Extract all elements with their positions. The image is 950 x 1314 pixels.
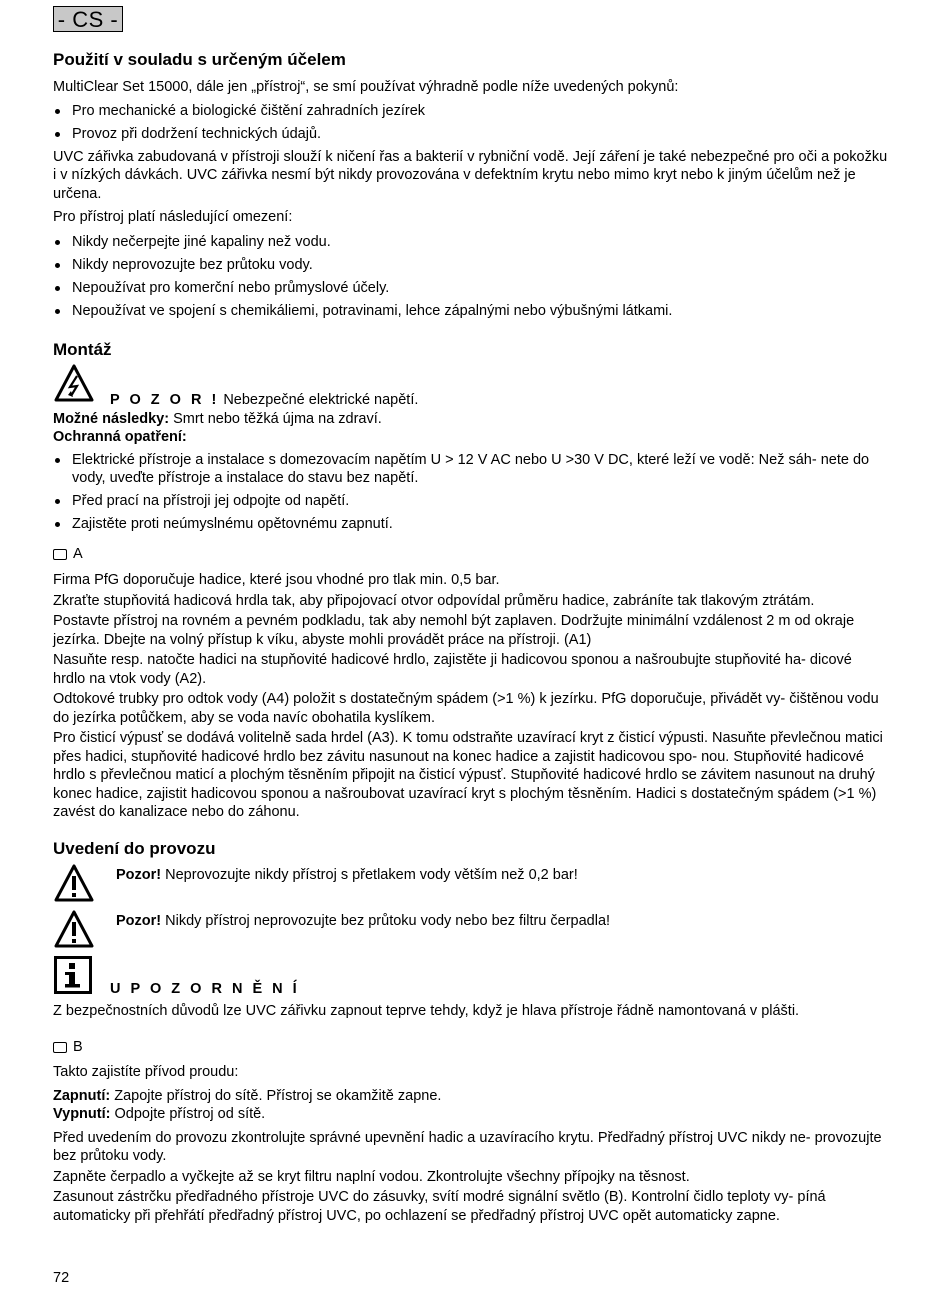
- restrictions-list: [53, 233, 888, 321]
- warning-icon: [54, 864, 94, 902]
- section-title: Uvedení do provozu: [53, 839, 216, 858]
- list-item: Před prací na přístroji jej odpojte od napětí.: [53, 492, 888, 511]
- figure-ref-icon: [53, 549, 67, 560]
- consequences-text: Smrt nebo těžká újma na zdraví.: [173, 410, 382, 427]
- consequences-label: Možné následky:: [53, 410, 170, 427]
- language-tag: - CS -: [53, 6, 123, 32]
- paragraph: Pro čisticí výpusť se dodává volitelně sada hrdel (A3). K tomu odstraňte uzavírací kryt z čisticí výpusti. Nasuňte převlečnou matici přes hadici, stupňovité hadicové hrdlo bez závitu nasunout na konec hadice a zajistit hadicovou spo- nou. Stupňovité hadicové hrdlo s převlečnou maticí a plochým těsněním připojit na čisticí výpusť. Stupňovité hadicové hrdlo se závitem nasunout na druhý konec hadice, zajistit hadicovou sponou a našroubovat uzavírací kryt s plochým těsněním. Hadici s dostatečným spádem (>1 %) zavést do kanalizace nebo do záhonu.: [53, 730, 883, 820]
- notice-text: Z bezpečnostních důvodů lze UVC zářivku zapnout teprve tehdy, když je hlava přístroje řádně namontovaná v plášti.: [53, 1002, 800, 1019]
- restrictions-intro: Pro přístroj platí následující omezení:: [53, 209, 293, 225]
- measures-label: Ochranná opatření:: [53, 429, 187, 445]
- caution-text: Nikdy přístroj neprovozujte bez průtoku vody nebo bez filtru čerpadla!: [165, 913, 611, 929]
- paragraph: Zapněte čerpadlo a vyčkejte až se kryt filtru naplní vodou. Zkontrolujte všechny přípojky na těsnost.: [53, 1168, 690, 1185]
- list-item: Nikdy nečerpejte jiné kapaliny než vodu.: [53, 233, 888, 252]
- figure-ref-a: [53, 546, 888, 562]
- uvc-text: UVC zářivka zabudovaná v přístroji slouží k ničení řas a bakterií v rybniční vodě. Její záření je také nebezpečné pro oči a pokožku i v nízkých dávkách. UVC zářivka nesmí být nikdy provozována v defektním krytu nebo mimo kryt nebo k jiným účelům než je určena.: [53, 148, 888, 202]
- list-item: Nepoužívat pro komerční nebo průmyslové účely.: [53, 279, 888, 298]
- caution-2: [116, 912, 888, 931]
- notice: [53, 980, 888, 1020]
- paragraph: Odtokové trubky pro odtok vody (A4) položit s dostatečným spádem (>1 %) k jezírku. PfG doporučuje, přivádět vy- čištěnou vodu do jezírka potůčkem, aby se voda navíc obohatila kyslíkem.: [53, 691, 879, 726]
- measures-list: [53, 451, 888, 534]
- paragraph: Zkraťte stupňovitá hadicová hrdla tak, aby připojovací otvor odpovídal průměru hadice, zabráníte tak tlakovým ztrátám.: [53, 592, 815, 609]
- figure-ref-label: B: [73, 1039, 83, 1055]
- uses-list: [53, 102, 888, 144]
- power-intro: Takto zajistíte přívod proudu:: [53, 1064, 239, 1080]
- paragraph: Zasunout zástrčku předřadného přístroje UVC do zásuvky, svítí modré signální světlo (B). Kontrolní čidlo teploty vy- píná automaticky při přehřátí předřadný přístroj UVC, po ochlazení se předřadný přístroj UVC opět automaticky zapne.: [53, 1189, 826, 1224]
- section-commissioning: [53, 839, 888, 859]
- figure-ref-b: [53, 1039, 888, 1055]
- list-item: Nikdy neprovozujte bez průtoku vody.: [53, 256, 888, 275]
- section-assembly: [53, 340, 888, 360]
- list-item: Nepoužívat ve spojení s chemikáliemi, potravinami, lehce zápalnými nebo výbušnými látkami.: [53, 302, 888, 321]
- caution-label: Pozor!: [116, 867, 162, 883]
- caution-text: Neprovozujte nikdy přístroj s přetlakem vody větším než 0,2 bar!: [165, 867, 578, 883]
- figure-ref-icon: [53, 1042, 67, 1053]
- warning-label: P O Z O R !: [110, 392, 220, 408]
- assembly-warning: [53, 391, 888, 538]
- section-title: Použití v souladu s určeným účelem: [53, 50, 346, 69]
- off-text: Odpojte přístroj od sítě.: [114, 1106, 266, 1122]
- warning-text: Nebezpečné elektrické napětí.: [223, 392, 419, 408]
- section-title: Montáž: [53, 340, 112, 359]
- caution-label: Pozor!: [116, 913, 162, 929]
- off-label: Vypnutí:: [53, 1106, 111, 1122]
- page-number: 72: [53, 1270, 70, 1286]
- list-item: Provoz při dodržení technických údajů.: [53, 125, 888, 144]
- warning-icon: [54, 910, 94, 948]
- paragraph: Před uvedením do provozu zkontrolujte správné upevnění hadic a uzavíracího krytu. Předřadný přístroj UVC nikdy ne- provozujte bez průtoku vody.: [53, 1129, 882, 1164]
- intro-text: MultiClear Set 15000, dále jen „přístroj“, se smí používat výhradně podle níže uvedených pokynů:: [53, 79, 679, 95]
- assembly-paragraphs: [53, 571, 888, 822]
- list-item: Zajistěte proti neúmyslnému opětovnému zapnutí.: [53, 515, 888, 534]
- caution-1: [116, 866, 888, 885]
- paragraph: Firma PfG doporučuje hadice, které jsou vhodné pro tlak min. 0,5 bar.: [53, 572, 500, 588]
- paragraph: Nasuňte resp. natočte hadici na stupňovité hadicové hrdlo, zajistěte ji hadicovou sponou a našroubujte stupňovité ha- dicové hrdlo na vtok vody (A2).: [53, 652, 852, 687]
- notice-label: U P O Z O R N Ě N Í: [110, 981, 300, 997]
- figure-ref-label: A: [73, 546, 83, 562]
- on-label: Zapnutí:: [53, 1087, 111, 1104]
- power-supply: [53, 1063, 888, 1225]
- list-item: Pro mechanické a biologické čištění zahradních jezírek: [53, 102, 888, 121]
- list-item: Elektrické přístroje a instalace s domezovacím napětím U > 12 V AC nebo U >30 V DC, které leží ve vodě: Než sáh- nete do vody, uveďte přístroje a instalace do stavu bez napětí.: [53, 451, 888, 488]
- paragraph: Postavte přístroj na rovném a pevném podkladu, tak aby nemohl být zaplaven. Dodržujte minimální vzdálenost 2 m od okraje jezírka. Dbejte na volný přístup k víku, abyste mohli provádět práce na přístroji. (A1): [53, 613, 855, 648]
- section-intended-use: [53, 50, 888, 325]
- on-text: Zapojte přístroj do sítě. Přístroj se okamžitě zapne.: [114, 1087, 442, 1104]
